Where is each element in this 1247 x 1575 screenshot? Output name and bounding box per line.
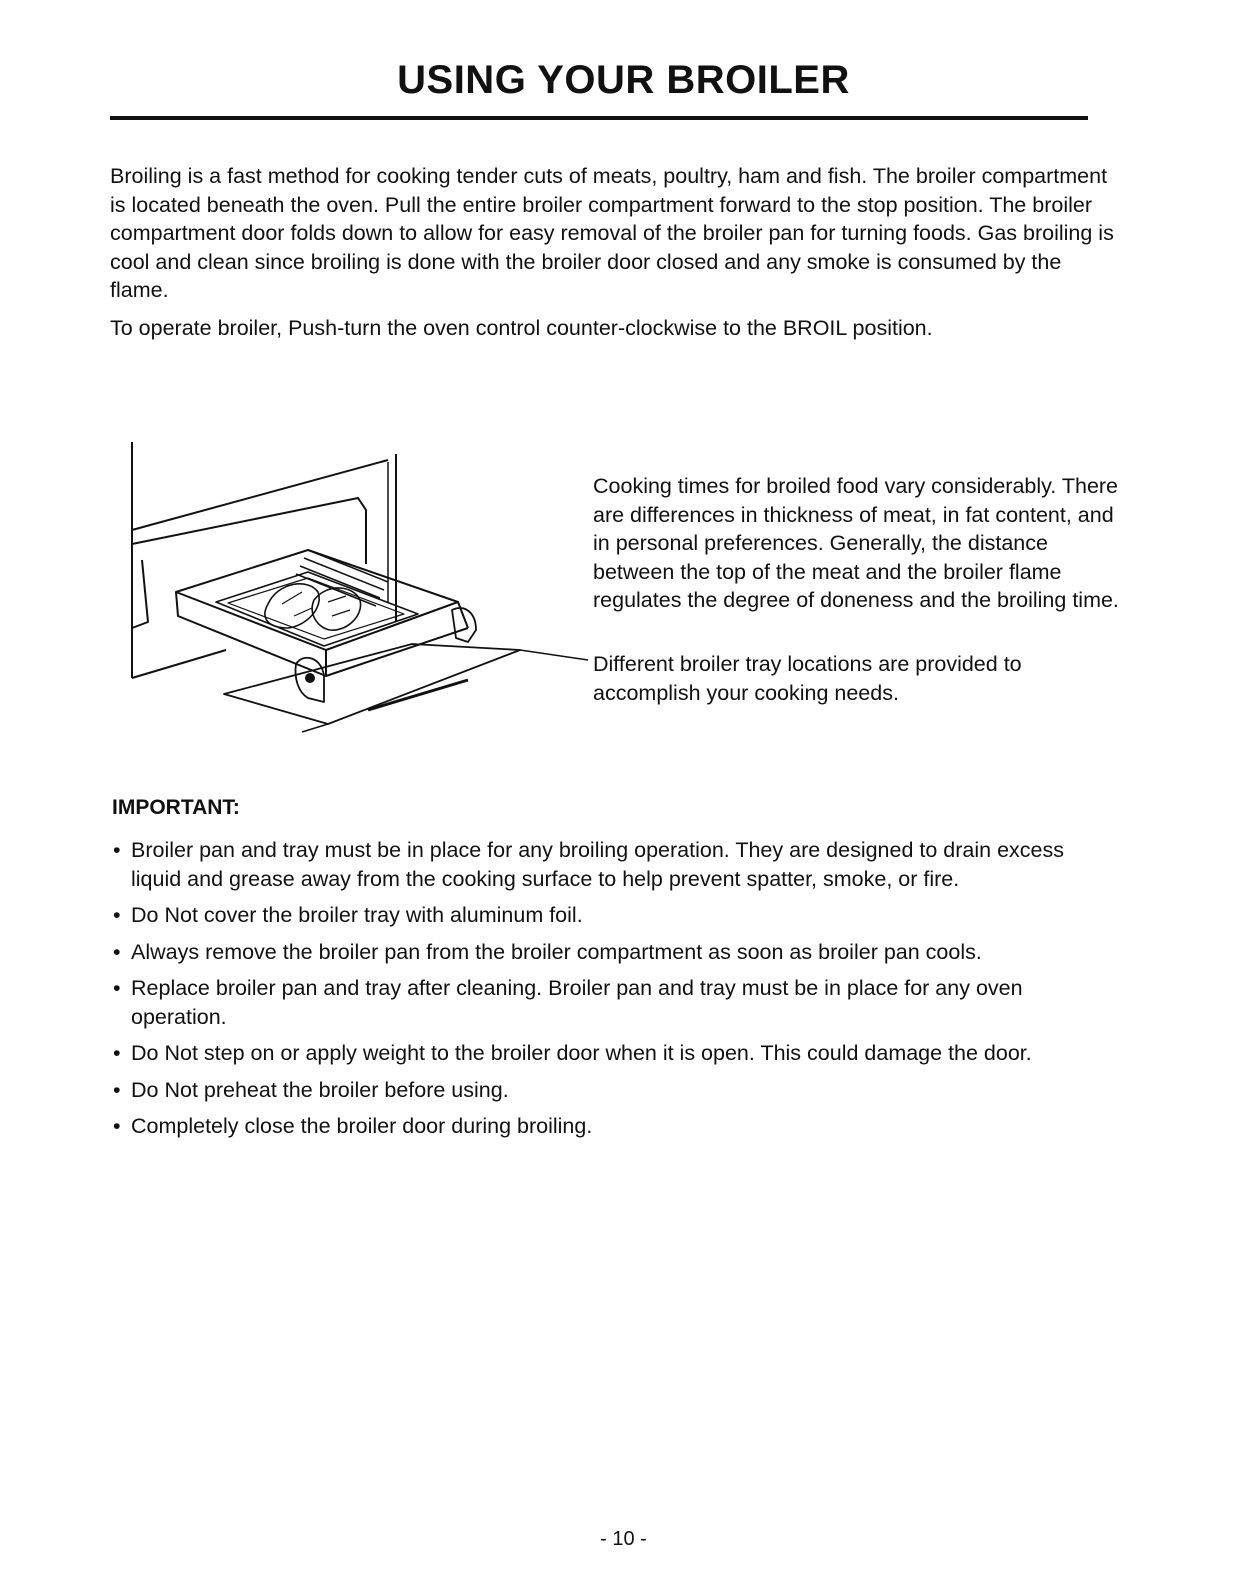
bullet-icon: • [113,976,121,1000]
page-title: USING YOUR BROILER [397,58,850,102]
list-item: • Always remove the broiler pan from the broiler compartment as soon as broiler pan cools. [110,938,1120,967]
cooking-times-caption: Cooking times for broiled food vary considerably. There are differences in thickness of meat, in fat content, and in personal preferences. Generally, the distance between the top of the meat and the broiler flame regulates the degree of doneness and the broiling time. [593,474,1119,612]
list-item: • Do Not step on or apply weight to the broiler door when it is open. This could damage the door. [110,1039,1120,1068]
list-item: • Broiler pan and tray must be in place for any broiling operation. They are designed to drain excess liquid and grease away from the cooking surface to help prevent spatter, smoke, or fire. [113,838,1065,891]
bullet-icon: • [113,939,121,964]
important-list [110,836,1120,1149]
broiler-compartment-illustration [118,432,598,742]
bullet-icon: • [113,903,121,927]
bullet-icon: • [113,1077,121,1102]
page-number: - 10 - [600,1528,647,1550]
bullet-icon: • [113,838,121,862]
important-heading: IMPORTANT: [112,796,240,819]
operate-instruction: To operate broiler, Push-turn the oven control counter-clockwise to the BROIL position. [110,316,933,340]
bullet-icon: • [113,1041,121,1065]
list-item: • Do Not preheat the broiler before using. [110,1076,1120,1105]
list-item: • Do Not cover the broiler tray with aluminum foil. [110,901,1120,930]
intro-paragraph: Broiling is a fast method for cooking tender cuts of meats, poultry, ham and fish. The broiler compartment is located beneath the oven. Pull the entire broiler compartment forward to the stop position. The broiler compartment door folds down to allow for easy removal of the broiler pan for turning foods. Gas broiling is cool and clean since broiling is done with the broiler door closed and any smoke is consumed by the flame. [110,164,1114,302]
title-underline [110,116,1088,120]
tray-locations-caption: Different broiler tray locations are provided to accomplish your cooking needs. [593,652,1022,705]
list-item: • Replace broiler pan and tray after cleaning. Broiler pan and tray must be in place for any oven operation. [113,976,1023,1029]
bullet-icon: • [113,1114,121,1138]
list-item: • Completely close the broiler door during broiling. [110,1112,1120,1141]
